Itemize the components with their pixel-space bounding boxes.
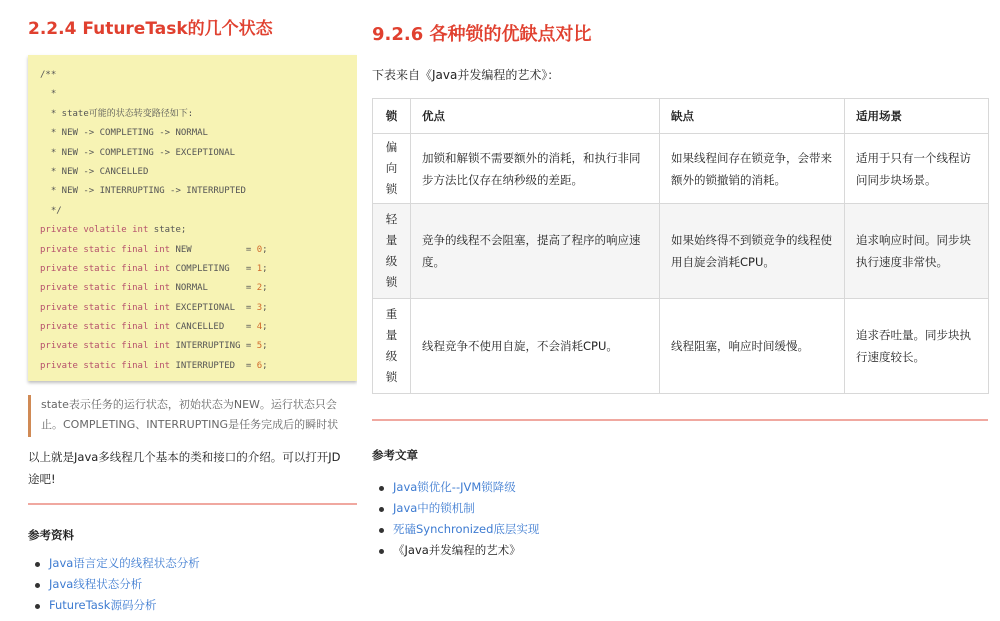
code-text: ; xyxy=(262,341,268,352)
summary-paragraph xyxy=(28,446,357,490)
code-number: 6 xyxy=(256,360,263,371)
code-text: INTERRUPTING = xyxy=(175,341,257,352)
article-link[interactable]: Java锁优化--JVM锁降级 xyxy=(393,480,516,494)
articles-list xyxy=(372,477,539,561)
left-article xyxy=(0,0,357,621)
lock-type-cell xyxy=(373,299,411,394)
code-text: ; xyxy=(262,302,268,313)
code-line xyxy=(28,241,357,260)
lock-type-char: 量 xyxy=(385,328,398,342)
code-number: 5 xyxy=(256,341,263,352)
paragraph-line: 途吧! xyxy=(28,472,56,486)
section-divider xyxy=(372,419,988,421)
table-row xyxy=(373,299,989,394)
list-item xyxy=(372,519,539,540)
code-line xyxy=(28,221,357,240)
reference-link[interactable]: Java语言定义的线程状态分析 xyxy=(49,556,200,570)
code-keyword: private volatile int xyxy=(40,225,154,236)
code-number: 3 xyxy=(256,302,263,313)
code-text: COMPLETING = xyxy=(175,263,257,274)
code-line xyxy=(28,337,357,356)
lock-type-char: 重 xyxy=(385,307,398,321)
list-item xyxy=(28,574,200,595)
code-line xyxy=(28,357,357,376)
code-text: * xyxy=(40,89,57,100)
code-text: ; xyxy=(262,360,268,371)
scene-cell: 适用于只有一个线程访问同步块场景。 xyxy=(845,134,989,204)
code-text: * NEW -> COMPLETING -> EXCEPTIONAL xyxy=(40,147,236,158)
list-item xyxy=(372,498,539,519)
code-line xyxy=(28,260,357,279)
code-line xyxy=(28,144,357,163)
list-item xyxy=(28,553,200,574)
code-text: ; xyxy=(262,322,268,333)
code-number: 1 xyxy=(256,263,263,274)
article-link[interactable]: Java中的锁机制 xyxy=(393,501,475,515)
paragraph-line: 以上就是Java多线程几个基本的类和接口的介绍。可以打开JD xyxy=(28,450,341,464)
lock-type-char: 量 xyxy=(385,233,398,247)
code-keyword: private static final int xyxy=(40,244,176,255)
cons-cell: 如果始终得不到锁竞争的线程使用自旋会消耗CPU。 xyxy=(660,204,845,299)
article-link[interactable]: 死磕Synchronized底层实现 xyxy=(393,522,540,536)
code-text: ; xyxy=(262,263,268,274)
references-title: 参考资料 xyxy=(28,528,74,542)
quote-line: 止。COMPLETING、INTERRUPTING是任务完成后的瞬时状 xyxy=(41,418,339,431)
code-line xyxy=(28,105,357,124)
reference-link[interactable]: Java线程状态分析 xyxy=(49,577,143,591)
code-line xyxy=(28,279,357,298)
code-keyword: private static final int xyxy=(40,341,176,352)
cons-cell: 线程阻塞，响应时间缓慢。 xyxy=(660,299,845,394)
code-keyword: private static final int xyxy=(40,302,176,313)
code-line xyxy=(28,163,357,182)
header-scene: 适用场景 xyxy=(845,99,989,134)
lock-type-cell xyxy=(373,204,411,299)
code-line xyxy=(28,318,357,337)
lock-type-char: 锁 xyxy=(385,182,398,196)
code-line xyxy=(28,182,357,201)
code-text: /** xyxy=(40,70,57,80)
code-line xyxy=(28,85,357,104)
list-item xyxy=(372,477,539,498)
code-keyword: private static final int xyxy=(40,263,176,274)
pros-cell: 加锁和解锁不需要额外的消耗，和执行非同步方法比仅存在纳秒级的差距。 xyxy=(411,134,660,204)
code-block xyxy=(28,55,357,381)
lock-type-char: 锁 xyxy=(385,275,398,289)
lock-type-char: 级 xyxy=(385,254,398,268)
code-text: INTERRUPTED = xyxy=(175,360,257,371)
header-lock: 锁 xyxy=(373,99,411,134)
articles-title: 参考文章 xyxy=(372,448,418,462)
list-item xyxy=(28,595,200,616)
code-text: EXCEPTIONAL = xyxy=(175,302,257,313)
table-row xyxy=(373,204,989,299)
lock-type-char: 偏 xyxy=(385,140,398,154)
lock-type-cell xyxy=(373,134,411,204)
code-text: NEW = xyxy=(175,244,257,255)
code-text: NORMAL = xyxy=(175,283,257,294)
section-divider xyxy=(28,503,357,505)
code-line xyxy=(28,66,357,85)
reference-link[interactable]: FutureTask源码分析 xyxy=(49,598,157,612)
futuretask-heading: 2.2.4 FutureTask的几个状态 xyxy=(28,19,273,39)
right-article xyxy=(372,0,1000,621)
code-text: * state可能的状态转变路径如下: xyxy=(40,108,194,119)
lock-type-char: 级 xyxy=(385,349,398,363)
code-text: ; xyxy=(262,244,268,255)
code-line xyxy=(28,202,357,221)
references-list xyxy=(28,553,200,616)
code-text: * NEW -> COMPLETING -> NORMAL xyxy=(40,128,208,139)
header-pros: 优点 xyxy=(411,99,660,134)
header-cons: 缺点 xyxy=(660,99,845,134)
code-number: 2 xyxy=(256,283,263,294)
lock-type-char: 锁 xyxy=(385,370,398,384)
table-header-row xyxy=(373,99,989,134)
code-number: 0 xyxy=(256,244,263,255)
code-text: * NEW -> INTERRUPTING -> INTERRUPTED xyxy=(40,186,246,197)
code-line xyxy=(28,299,357,318)
code-text: CANCELLED = xyxy=(175,322,257,333)
code-line xyxy=(28,124,357,143)
lock-type-char: 向 xyxy=(385,161,398,175)
intro-text: 下表来自《Java并发编程的艺术》： xyxy=(372,68,560,82)
code-text: ; xyxy=(262,283,268,294)
state-quote xyxy=(28,395,357,437)
table-row xyxy=(373,134,989,204)
pros-cell: 竞争的线程不会阻塞，提高了程序的响应速度。 xyxy=(411,204,660,299)
book-title: 《Java并发编程的艺术》 xyxy=(393,543,521,557)
code-keyword: private static final int xyxy=(40,360,176,371)
list-item xyxy=(372,540,539,561)
code-text: state; xyxy=(153,225,187,236)
lock-comparison-heading: 9.2.6 各种锁的优缺点对比 xyxy=(372,24,592,45)
lock-comparison-table xyxy=(372,98,989,394)
quote-line: state表示任务的运行状态，初始状态为NEW。运行状态只会 xyxy=(41,398,337,411)
pros-cell: 线程竞争不使用自旋，不会消耗CPU。 xyxy=(411,299,660,394)
code-text: * NEW -> CANCELLED xyxy=(40,166,149,177)
code-keyword: private static final int xyxy=(40,322,176,333)
lock-type-char: 轻 xyxy=(385,212,398,226)
cons-cell: 如果线程间存在锁竞争，会带来额外的锁撤销的消耗。 xyxy=(660,134,845,204)
code-text: */ xyxy=(40,205,62,216)
code-keyword: private static final int xyxy=(40,283,176,294)
scene-cell: 追求响应时间。同步块执行速度非常快。 xyxy=(845,204,989,299)
scene-cell: 追求吞吐量。同步块执行速度较长。 xyxy=(845,299,989,394)
code-number: 4 xyxy=(256,322,263,333)
